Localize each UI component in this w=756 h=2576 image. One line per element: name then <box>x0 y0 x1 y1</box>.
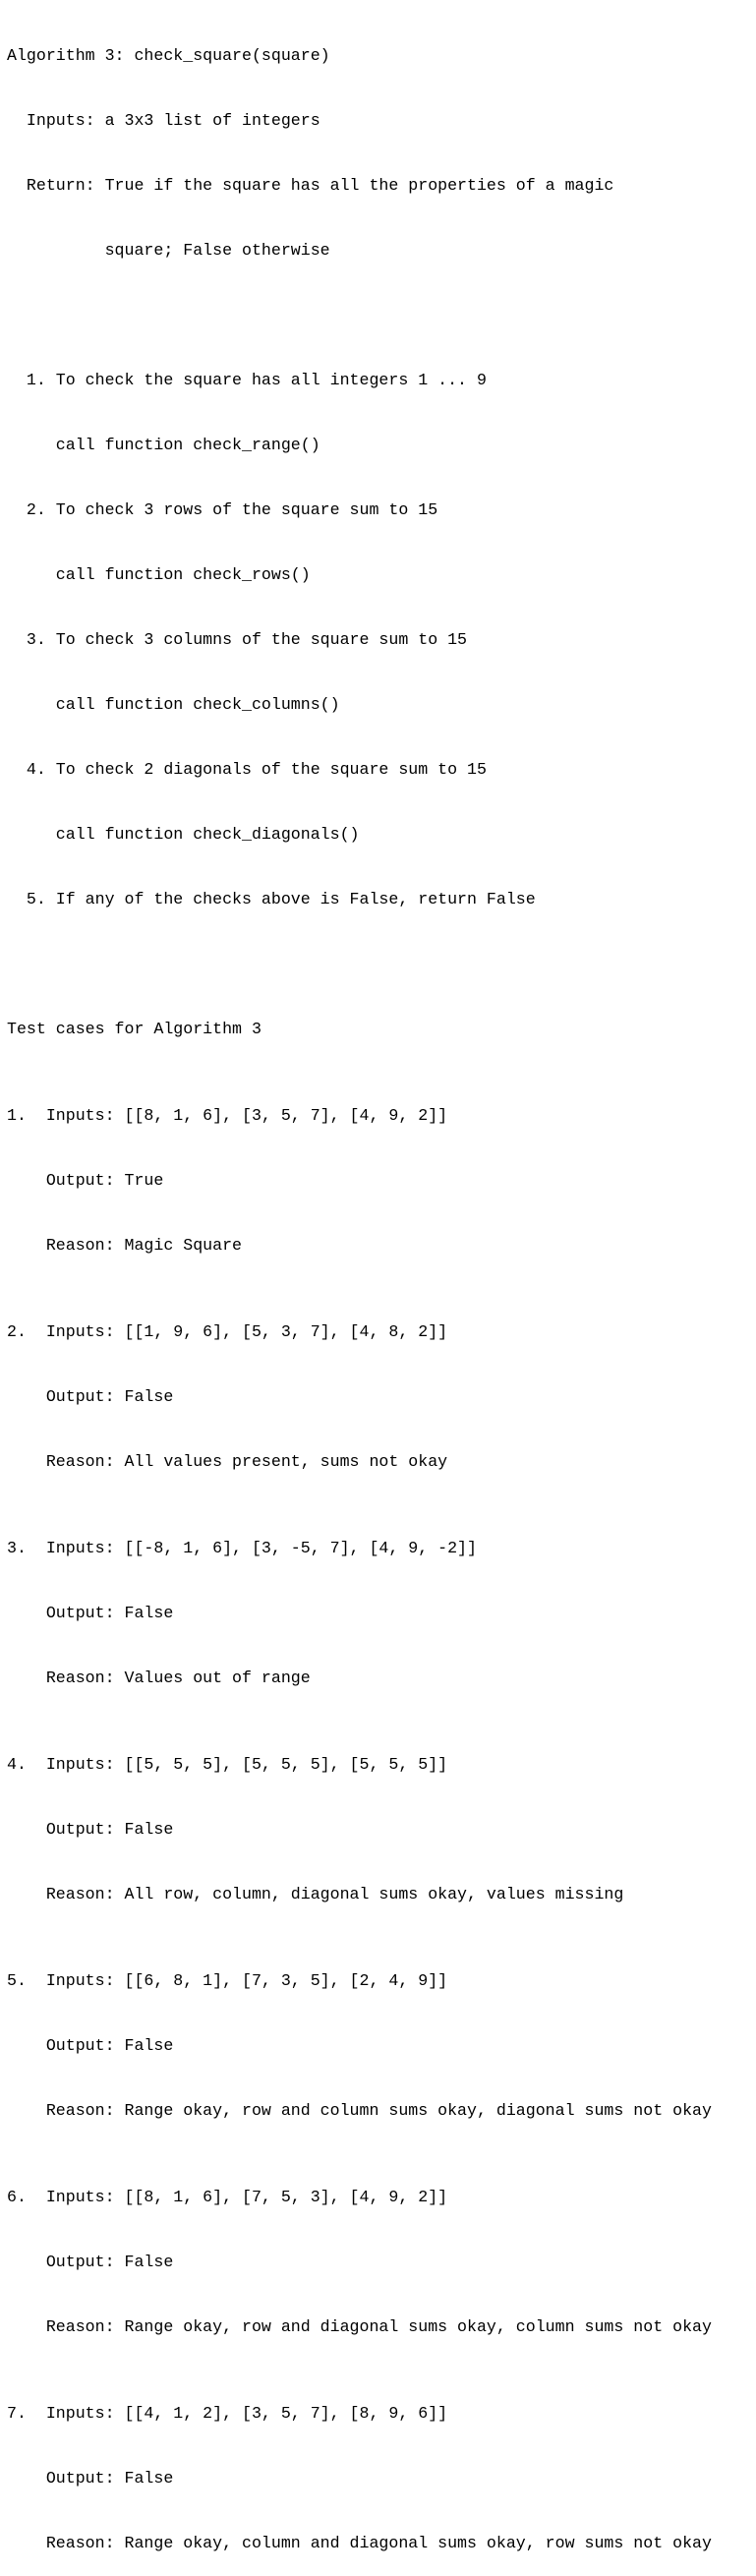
test-case-2-inputs: 2. Inputs: [[1, 9, 6], [5, 3, 7], [4, 8, 2]] <box>7 1322 448 1341</box>
test-case-7-reason: Reason: Range okay, column and diagonal sums okay, row sums not okay <box>7 2534 712 2552</box>
step-2-line: 2. To check 3 rows of the square sum to 15 <box>7 500 438 519</box>
test-case-5-reason: Reason: Range okay, row and column sums okay, diagonal sums not okay <box>7 2101 712 2120</box>
algorithm-return-line-2: square; False otherwise <box>7 241 330 260</box>
test-case-6-inputs: 6. Inputs: [[8, 1, 6], [7, 5, 3], [4, 9, 2]] <box>7 2188 448 2206</box>
blank-line <box>7 954 756 975</box>
blank-line <box>7 305 756 326</box>
test-case-1-reason: Reason: Magic Square <box>7 1236 242 1255</box>
algorithm-return-line-1: Return: True if the square has all the properties of a magic <box>7 176 614 195</box>
step-4-line: 4. To check 2 diagonals of the square sum to 15 <box>7 760 487 779</box>
step-5-line: 5. If any of the checks above is False, return False <box>7 890 536 908</box>
test-case-3-output: Output: False <box>7 1604 174 1622</box>
test-cases-heading: Test cases for Algorithm 3 <box>7 1020 262 1038</box>
step-4-call: call function check_diagonals() <box>7 825 360 844</box>
test-case-5-output: Output: False <box>7 2036 174 2055</box>
test-case-4-reason: Reason: All row, column, diagonal sums okay, values missing <box>7 1885 624 1903</box>
test-case-7-inputs: 7. Inputs: [[4, 1, 2], [3, 5, 7], [8, 9, 6]] <box>7 2404 448 2423</box>
test-case-2-reason: Reason: All values present, sums not okay <box>7 1452 448 1471</box>
test-case-4-inputs: 4. Inputs: [[5, 5, 5], [5, 5, 5], [5, 5, 5]] <box>7 1755 448 1774</box>
step-3-line: 3. To check 3 columns of the square sum to 15 <box>7 630 468 649</box>
test-case-3-reason: Reason: Values out of range <box>7 1669 311 1687</box>
step-1-call: call function check_range() <box>7 436 320 454</box>
test-case-3-inputs: 3. Inputs: [[-8, 1, 6], [3, -5, 7], [4, 9, -2]] <box>7 1539 477 1557</box>
step-2-call: call function check_rows() <box>7 565 311 584</box>
test-case-4-output: Output: False <box>7 1820 174 1839</box>
step-1-line: 1. To check the square has all integers 1 ... 9 <box>7 371 487 389</box>
test-case-1-inputs: 1. Inputs: [[8, 1, 6], [3, 5, 7], [4, 9, 2]] <box>7 1106 448 1125</box>
test-case-6-reason: Reason: Range okay, row and diagonal sums okay, column sums not okay <box>7 2317 712 2336</box>
algorithm-inputs: Inputs: a 3x3 list of integers <box>7 111 320 130</box>
step-3-call: call function check_columns() <box>7 695 340 714</box>
test-case-2-output: Output: False <box>7 1387 174 1406</box>
test-case-1-output: Output: True <box>7 1171 164 1190</box>
algorithm-title: Algorithm 3: check_square(square) <box>7 46 330 65</box>
test-case-5-inputs: 5. Inputs: [[6, 8, 1], [7, 3, 5], [2, 4, 9]] <box>7 1971 448 1990</box>
test-case-7-output: Output: False <box>7 2469 174 2488</box>
test-case-6-output: Output: False <box>7 2253 174 2271</box>
